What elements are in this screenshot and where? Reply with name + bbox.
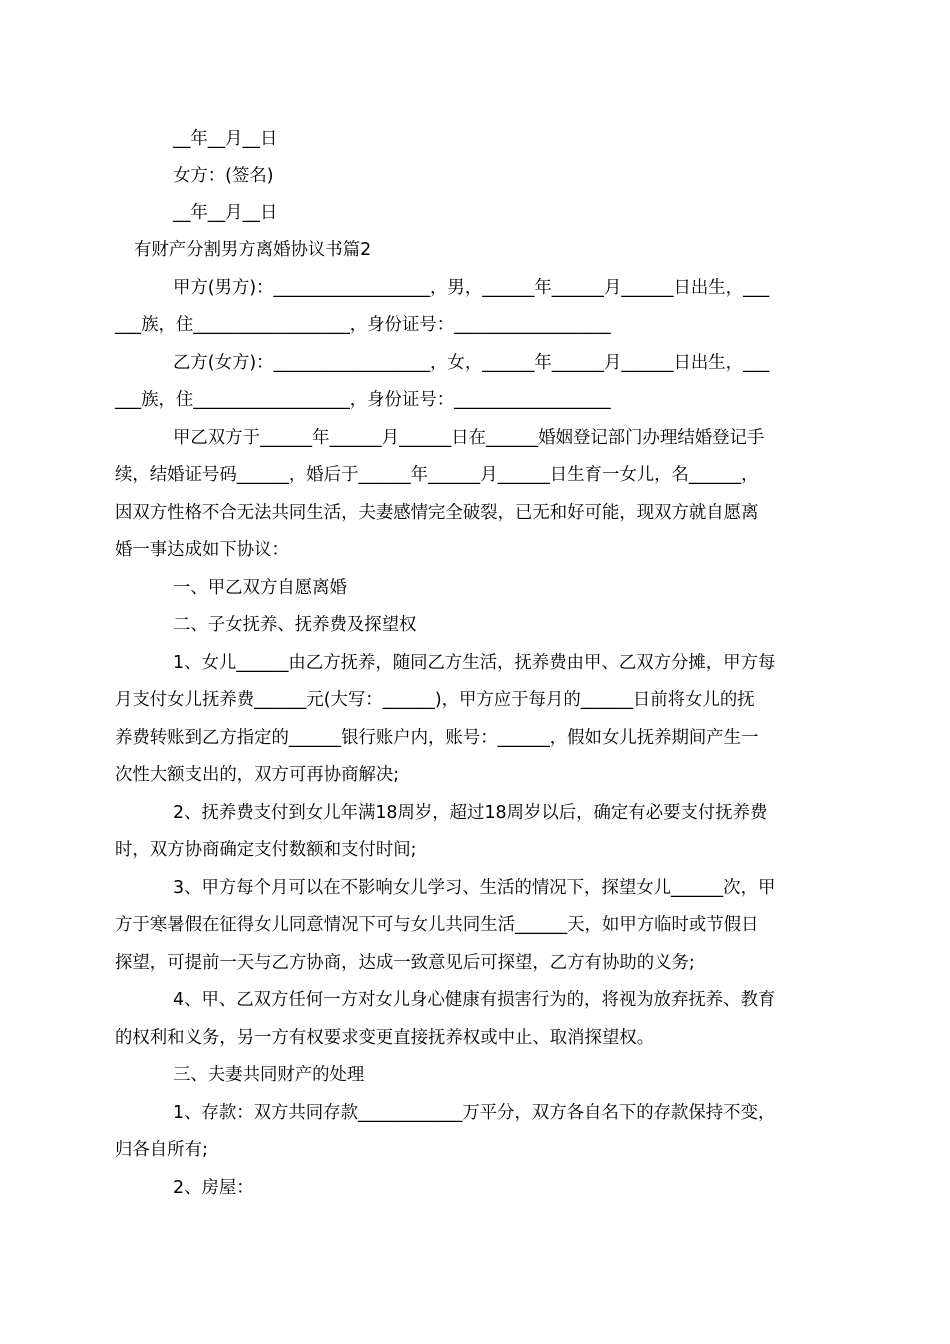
party-a-line: 甲方(男方)：__________________，男，______年______月______日出生，___ [173,278,770,298]
clause-heading: 三、夫妻共同财产的处理 [173,1065,365,1085]
signature-female-line: 女方：(签名) [173,166,274,186]
paragraph-line: 1、存款：双方共同存款____________万平分，双方各自名下的存款保持不变， [173,1103,776,1123]
party-a-line: ___族，住__________________，身份证号：__________________ [115,315,611,335]
paragraph-line: 2、房屋： [173,1178,254,1198]
paragraph-line: 探望，可提前一天与乙方协商，达成一致意见后可探望，乙方有协助的义务; [115,953,695,973]
paragraph-line: 次性大额支出的，双方可再协商解决; [115,765,400,785]
paragraph-line: 时，双方协商确定支付数额和支付时间; [115,840,417,860]
party-b-line: ___族，住__________________，身份证号：__________________ [115,390,611,410]
paragraph-line: 的权利和义务，另一方有权要求变更直接抚养权或中止、取消探望权。 [115,1028,655,1048]
paragraph-line: 续，结婚证号码______，婚后于______年______月______日生育一女儿，名______， [115,465,759,485]
paragraph-line: 方于寒暑假在征得女儿同意情况下可与女儿共同生活______天，如甲方临时或节假日 [115,915,759,935]
date-line: __年__月__日 [173,203,278,223]
clause-heading: 一、甲乙双方自愿离婚 [173,578,347,598]
paragraph-line: 因双方性格不合无法共同生活，夫妻感情完全破裂，已无和好可能，现双方就自愿离 [115,503,759,523]
paragraph-line: 4、甲、乙双方任何一方对女儿身心健康有损害行为的，将视为放弃抚养、教育 [173,990,776,1010]
paragraph-line: 婚一事达成如下协议： [115,540,289,560]
clause-heading: 二、子女抚养、抚养费及探望权 [173,615,417,635]
paragraph-line: 2、抚养费支付到女儿年满18周岁，超过18周岁以后，确定有必要支付抚养费 [173,803,768,823]
paragraph-line: 养费转账到乙方指定的______银行账户内，账号：______，假如女儿抚养期间产生一 [115,728,759,748]
section-title: 有财产分割男方离婚协议书篇2 [134,240,372,260]
party-b-line: 乙方(女方)：__________________，女，______年______月______日出生，___ [173,353,770,373]
date-line: __年__月__日 [173,129,278,149]
paragraph-line: 月支付女儿抚养费______元(大写：______)，甲方应于每月的______日前将女儿的抚 [115,690,755,710]
paragraph-line: 3、甲方每个月可以在不影响女儿学习、生活的情况下，探望女儿______次，甲 [173,878,776,898]
paragraph-line: 甲乙双方于______年______月______日在______婚姻登记部门办理结婚登记手 [173,428,765,448]
paragraph-line: 归各自所有; [115,1140,208,1160]
paragraph-line: 1、女儿______由乙方抚养，随同乙方生活，抚养费由甲、乙双方分摊，甲方每 [173,653,776,673]
